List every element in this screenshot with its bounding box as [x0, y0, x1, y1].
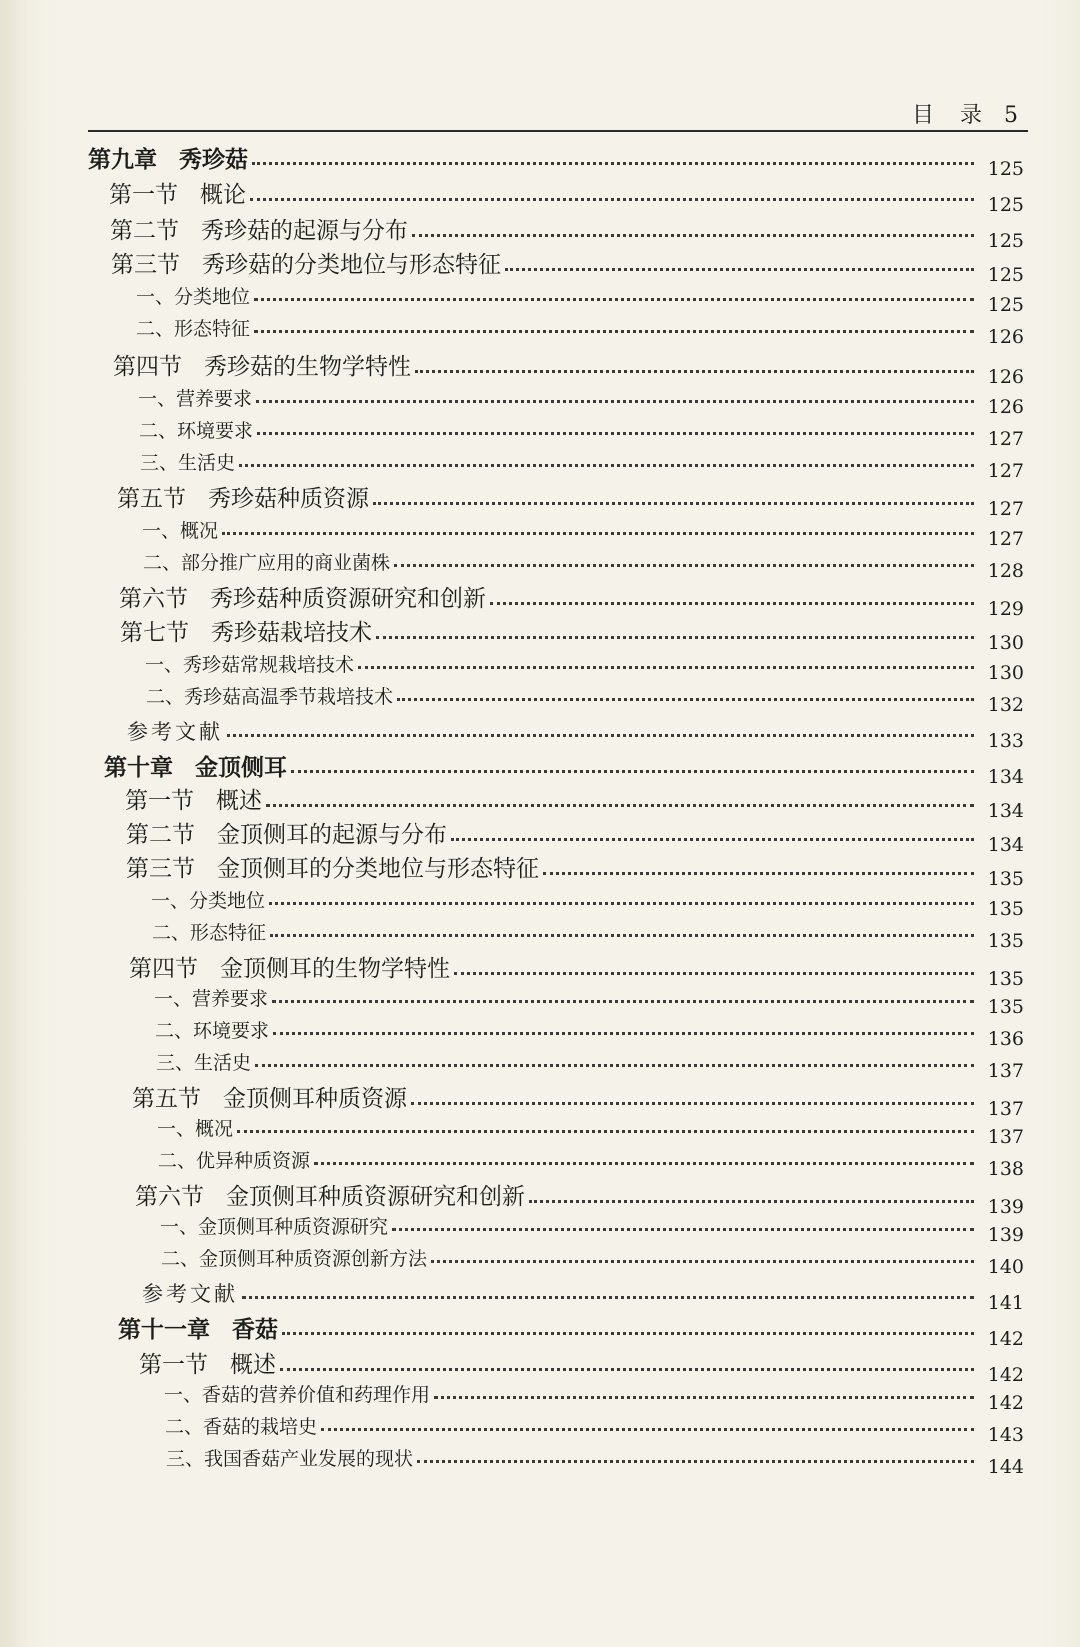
dot-leader — [431, 1260, 974, 1263]
toc-entry-title — [136, 288, 250, 307]
toc-entry-page: 138 — [987, 1158, 1024, 1180]
toc-entry-number: 第六节 — [119, 586, 188, 612]
dot-leader — [266, 804, 974, 807]
toc-entry-title — [166, 1450, 413, 1469]
toc-entry-title — [157, 1120, 233, 1139]
toc-entry-number: 第一节 — [109, 182, 178, 208]
toc-entry-page: 137 — [987, 1126, 1024, 1148]
toc-entry-page: 125 — [987, 264, 1024, 286]
toc-entry-page: 135 — [987, 868, 1024, 890]
toc-entry-title — [125, 790, 262, 813]
toc-entry-text: 参考文献 — [127, 720, 223, 744]
toc-entry-page: 137 — [987, 1060, 1024, 1082]
toc-entry-title — [152, 924, 266, 943]
toc-entry-title — [136, 320, 250, 339]
toc-entry-text: 金顶侧耳的生物学特性 — [220, 956, 450, 982]
toc-entry[interactable] — [139, 1352, 1024, 1386]
toc-entry[interactable] — [136, 286, 1024, 316]
toc-entry-title — [160, 1218, 388, 1237]
toc-entry[interactable] — [152, 922, 1024, 952]
toc-entry-number: 第十一章 — [118, 1316, 210, 1343]
toc-entry-text: 二、形态特征 — [136, 318, 251, 340]
toc-entry-page: 137 — [987, 1098, 1024, 1120]
toc-entry-page: 126 — [987, 366, 1024, 388]
toc-entry[interactable] — [139, 420, 1024, 450]
toc-entry[interactable] — [161, 1248, 1024, 1278]
dot-leader — [397, 698, 974, 701]
toc-entry-text: 三、生活史 — [156, 1052, 252, 1074]
toc-entry-title — [140, 454, 235, 473]
toc-entry-number: 第十章 — [104, 754, 173, 781]
toc-entry[interactable] — [164, 1384, 1024, 1414]
dot-leader — [434, 1396, 974, 1399]
toc-entry-text: 二、形态特征 — [152, 922, 267, 944]
dot-leader — [242, 1296, 974, 1299]
toc-entry-title — [120, 622, 372, 645]
toc-entry-text: 金顶侧耳的分类地位与形态特征 — [217, 856, 539, 882]
toc-entry-title — [135, 1186, 525, 1209]
toc-entry-title — [117, 488, 369, 511]
dot-leader — [543, 872, 974, 875]
toc-entry-number: 第二节 — [126, 822, 195, 848]
toc-entry-title — [126, 858, 539, 881]
dot-leader — [373, 502, 974, 505]
toc-entry-page: 139 — [987, 1196, 1024, 1218]
toc-entry-text: 金顶侧耳种质资源研究和创新 — [226, 1184, 525, 1210]
toc-entry-page: 127 — [987, 460, 1024, 482]
toc-entry-page: 128 — [987, 560, 1024, 582]
toc-entry-page: 144 — [987, 1456, 1024, 1478]
dot-leader — [256, 400, 974, 403]
toc-entry-page: 129 — [987, 598, 1024, 620]
toc-entry[interactable] — [129, 956, 1024, 990]
dot-leader — [254, 298, 974, 301]
toc-entry-title — [88, 148, 248, 171]
dot-leader — [255, 1064, 974, 1067]
toc-entry-page: 132 — [987, 694, 1024, 716]
dot-leader — [394, 564, 974, 567]
dot-leader — [280, 1368, 974, 1371]
toc-entry-title — [110, 220, 408, 243]
toc-entry-text: 三、我国香菇产业发展的现状 — [166, 1448, 414, 1470]
toc-entry-text: 金顶侧耳 — [195, 754, 287, 781]
toc-entry-title — [132, 1088, 407, 1111]
toc-entry-text: 一、营养要求 — [154, 988, 269, 1010]
dot-leader — [376, 636, 974, 639]
dot-leader — [411, 1102, 974, 1105]
dot-leader — [392, 1228, 974, 1231]
toc-entry[interactable] — [109, 182, 1024, 216]
toc-entry[interactable] — [126, 856, 1024, 890]
toc-entry-text: 秀珍菇种质资源 — [208, 486, 369, 512]
dot-leader — [417, 1460, 974, 1463]
toc-entry-text: 二、部分推广应用的商业菌株 — [143, 552, 391, 574]
toc-entry[interactable] — [110, 218, 1024, 252]
toc-entry[interactable] — [154, 988, 1024, 1018]
dot-leader — [227, 734, 974, 737]
toc-entry-page: 136 — [987, 1028, 1024, 1050]
toc-entry-text: 概论 — [200, 182, 246, 208]
toc-entry[interactable] — [142, 520, 1024, 550]
toc-entry-text: 一、概况 — [157, 1118, 234, 1140]
toc-entry-text: 秀珍菇 — [179, 146, 248, 173]
dot-leader — [291, 770, 974, 773]
toc-entry-page: 140 — [987, 1256, 1024, 1278]
toc-entry-text: 一、分类地位 — [136, 286, 251, 308]
toc-entry-page: 135 — [987, 996, 1024, 1018]
toc-entry-text: 秀珍菇的生物学特性 — [204, 354, 411, 380]
toc-entry-page: 143 — [987, 1424, 1024, 1446]
toc-entry-text: 秀珍菇的分类地位与形态特征 — [202, 252, 501, 278]
dot-leader — [529, 1200, 974, 1203]
toc-entry-text: 金顶侧耳种质资源 — [223, 1086, 407, 1112]
dot-leader — [451, 838, 974, 841]
dot-leader — [272, 1000, 974, 1003]
toc-entry-text: 二、香菇的栽培史 — [165, 1416, 318, 1438]
toc-entry-text: 一、分类地位 — [151, 890, 266, 912]
toc-entry[interactable] — [88, 146, 1024, 180]
toc-entry-title — [161, 1250, 427, 1269]
dot-leader — [252, 162, 974, 165]
toc-entry-page: 134 — [987, 834, 1024, 856]
toc-entry-text: 二、秀珍菇高温季节栽培技术 — [146, 686, 394, 708]
toc-entry-number: 第四节 — [113, 354, 182, 380]
toc-entry-page: 125 — [987, 294, 1024, 316]
toc-entry-text: 二、优异种质资源 — [158, 1150, 311, 1172]
toc-entry-number: 第三节 — [126, 856, 195, 882]
toc-entry-page: 126 — [987, 396, 1024, 418]
header-page-number: 5 — [1004, 103, 1018, 128]
toc-entry-number: 第一节 — [139, 1352, 208, 1378]
toc-entry-text: 参考文献 — [142, 1282, 238, 1306]
toc-entry[interactable] — [127, 720, 1024, 752]
dot-leader — [314, 1162, 974, 1165]
dot-leader — [250, 198, 974, 201]
toc-entry-page: 135 — [987, 930, 1024, 952]
toc-entry-title — [109, 184, 246, 207]
toc-entry-title — [155, 1022, 269, 1041]
toc-entry[interactable] — [155, 1020, 1024, 1050]
toc-entry-text: 金顶侧耳的起源与分布 — [217, 822, 447, 848]
toc-entry-page: 127 — [987, 528, 1024, 550]
toc-entry-title — [165, 1418, 317, 1437]
dot-leader — [490, 602, 974, 605]
toc-entry[interactable] — [111, 252, 1024, 286]
toc-entry[interactable] — [132, 1086, 1024, 1120]
dot-leader — [257, 432, 974, 435]
toc-entry-page: 142 — [987, 1328, 1024, 1350]
dot-leader — [454, 972, 974, 975]
toc-entry[interactable] — [166, 1448, 1024, 1478]
dot-leader — [270, 934, 974, 937]
dot-leader — [237, 1130, 974, 1133]
toc-entry-title — [156, 1054, 251, 1073]
toc-entry[interactable] — [157, 1118, 1024, 1148]
toc-entry-title — [113, 356, 411, 379]
header-title: 目 录 — [912, 103, 986, 128]
toc-entry[interactable] — [140, 452, 1024, 482]
toc-entry-page: 139 — [987, 1224, 1024, 1246]
toc-entry-title — [143, 554, 390, 573]
toc-entry[interactable] — [136, 318, 1024, 348]
toc-entry-page: 134 — [987, 800, 1024, 822]
toc-entry-number: 第四节 — [129, 956, 198, 982]
toc-entry-text: 二、环境要求 — [155, 1020, 270, 1042]
toc-entry-text: 概述 — [230, 1352, 276, 1378]
toc-entry[interactable] — [142, 1282, 1024, 1314]
toc-entry[interactable] — [151, 890, 1024, 920]
toc-entry-title — [119, 588, 486, 611]
toc-entry-text: 三、生活史 — [140, 452, 236, 474]
dot-leader — [415, 370, 974, 373]
toc-entry-title — [154, 990, 268, 1009]
toc-entry-page: 130 — [987, 632, 1024, 654]
toc-entry-page: 135 — [987, 898, 1024, 920]
toc-entry-title — [146, 688, 393, 707]
toc-entry-page: 130 — [987, 662, 1024, 684]
toc-entry-text: 一、营养要求 — [138, 388, 253, 410]
toc-entry-title — [138, 390, 252, 409]
toc-entry-page: 126 — [987, 326, 1024, 348]
toc-entry-text: 二、金顶侧耳种质资源创新方法 — [161, 1248, 428, 1270]
toc-entry-title — [158, 1152, 310, 1171]
toc-entry-page: 135 — [987, 968, 1024, 990]
toc-entry[interactable] — [158, 1150, 1024, 1180]
toc-entry-page: 125 — [987, 194, 1024, 216]
dot-leader — [505, 268, 974, 271]
toc-entry-text: 秀珍菇种质资源研究和创新 — [210, 586, 486, 612]
toc-entry-number: 第一节 — [125, 788, 194, 814]
toc-entry[interactable] — [138, 388, 1024, 418]
toc-entry-page: 133 — [987, 730, 1024, 752]
header-rule — [88, 130, 1028, 132]
toc-entry-number: 第二节 — [110, 218, 179, 244]
toc-entry[interactable] — [125, 788, 1024, 822]
toc-entry-text: 秀珍菇的起源与分布 — [201, 218, 408, 244]
toc-entry-title — [139, 422, 253, 441]
toc-entry-number: 第五节 — [132, 1086, 201, 1112]
toc-entry-title — [104, 756, 287, 779]
toc-entry-title — [126, 824, 447, 847]
toc-entry-text: 概述 — [216, 788, 262, 814]
toc-entry-page: 127 — [987, 428, 1024, 450]
toc-entry-number: 第九章 — [88, 146, 157, 173]
toc-entry-title — [164, 1386, 430, 1405]
toc-entry[interactable] — [117, 486, 1024, 520]
toc-entry[interactable] — [165, 1416, 1024, 1446]
toc-entry[interactable] — [135, 1184, 1024, 1218]
toc-entry[interactable] — [119, 586, 1024, 620]
toc-entry[interactable] — [113, 354, 1024, 388]
dot-leader — [239, 464, 974, 467]
toc-entry[interactable] — [126, 822, 1024, 856]
dot-leader — [412, 234, 974, 237]
toc-entry-title — [142, 1284, 238, 1305]
dot-leader — [282, 1332, 974, 1335]
toc-entry-title — [118, 1318, 278, 1341]
toc-entry[interactable] — [104, 754, 1024, 788]
dot-leader — [358, 666, 974, 669]
toc-entry-number: 第七节 — [120, 620, 189, 646]
toc-entry-page: 142 — [987, 1364, 1024, 1386]
toc-entry[interactable] — [160, 1216, 1024, 1246]
toc-entry-text: 一、概况 — [142, 520, 219, 542]
dot-leader — [269, 902, 974, 905]
toc-entry[interactable] — [146, 686, 1024, 716]
toc-entry-text: 二、环境要求 — [139, 420, 254, 442]
toc-entry-page: 125 — [987, 230, 1024, 252]
toc-entry[interactable] — [145, 654, 1024, 684]
toc-entry-title — [111, 254, 501, 277]
dot-leader — [321, 1428, 974, 1431]
toc-entry[interactable] — [143, 552, 1024, 582]
toc-entry-text: 一、秀珍菇常规栽培技术 — [145, 654, 355, 676]
toc-entry-title — [145, 656, 354, 675]
dot-leader — [222, 532, 974, 535]
toc-entry-title — [139, 1354, 276, 1377]
toc-entry-number: 第三节 — [111, 252, 180, 278]
toc-entry-number: 第六节 — [135, 1184, 204, 1210]
toc-entry-text: 一、香菇的营养价值和药理作用 — [164, 1384, 431, 1406]
toc-entry[interactable] — [156, 1052, 1024, 1082]
toc-entry-page: 134 — [987, 766, 1024, 788]
toc-entry[interactable] — [120, 620, 1024, 654]
toc-entry-title — [127, 722, 223, 743]
toc-entry-page: 127 — [987, 498, 1024, 520]
toc-entry-page: 141 — [987, 1292, 1024, 1314]
toc-entry-title — [129, 958, 450, 981]
dot-leader — [273, 1032, 974, 1035]
toc-entry-title — [151, 892, 265, 911]
dot-leader — [254, 330, 974, 333]
running-header — [88, 92, 1028, 132]
toc-entry-title — [142, 522, 218, 541]
toc-entry[interactable] — [118, 1316, 1024, 1350]
header-text — [912, 98, 1018, 129]
toc-entry-text: 一、金顶侧耳种质资源研究 — [160, 1216, 389, 1238]
toc-entry-text: 秀珍菇栽培技术 — [211, 620, 372, 646]
toc-entry-page: 142 — [987, 1392, 1024, 1414]
toc-entry-number: 第五节 — [117, 486, 186, 512]
toc-entry-text: 香菇 — [232, 1316, 278, 1343]
toc-entry-page: 125 — [987, 158, 1024, 180]
